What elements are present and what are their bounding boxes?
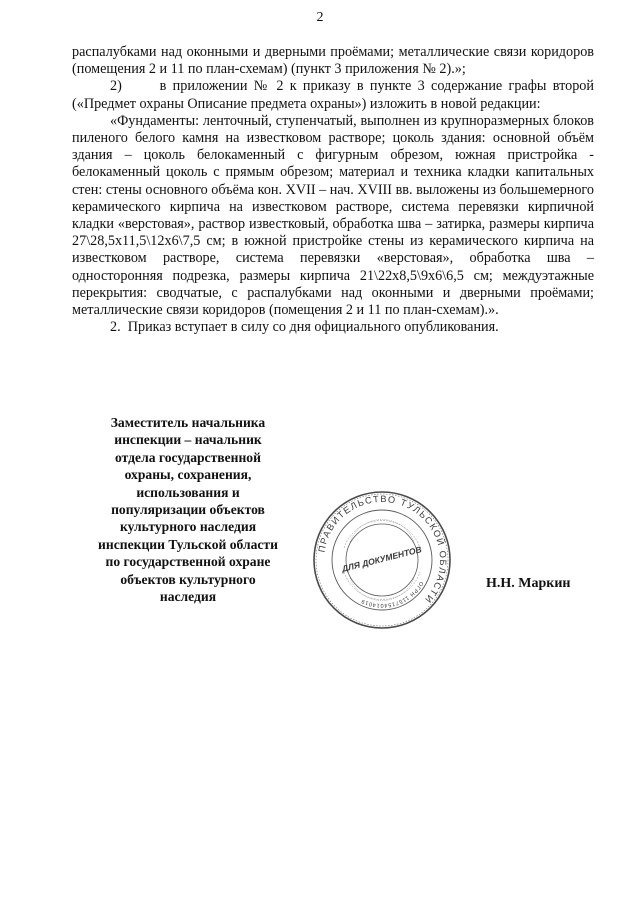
paragraph-effective-date: 2. Приказ вступает в силу со дня официального опубликования.: [110, 319, 499, 336]
position-line: отдела государственной: [115, 449, 261, 465]
seal-bottom-text: ОГРН 1157154014019: [360, 580, 425, 609]
official-seal-stamp: [310, 488, 454, 632]
seal-graphic: [310, 488, 454, 632]
paragraph-amendment-2: 2) в приложении № 2 к приказу в пункте 3 содержание графы второй («Предмет охраны Описание предмета охраны») изложить в новой редакции:: [72, 78, 594, 112]
position-line: объектов культурного: [120, 571, 256, 587]
position-line: Заместитель начальника: [110, 415, 266, 430]
position-line: по государственной охране: [105, 554, 271, 570]
signer-name: Н.Н. Маркин: [486, 576, 571, 591]
position-line: наследия: [159, 589, 217, 605]
position-line: популяризации объектов: [111, 502, 265, 518]
position-line: охраны, сохранения,: [124, 467, 252, 483]
signatory-position: [70, 414, 306, 605]
document-body: [72, 44, 594, 336]
position-line: культурного наследия: [119, 519, 257, 535]
position-line: использования и: [136, 484, 240, 500]
seal-outer-text: ПРАВИТЕЛЬСТВО ТУЛЬСКОЙ ОБЛАСТИ: [316, 493, 449, 606]
paragraph-continuation: распалубками над оконными и дверными проёмами; металлические связи коридоров (помещения 2 и 11 по план-схемам) (пункт 3 приложения № 2).»;: [72, 44, 594, 78]
page-number: 2: [316, 10, 324, 25]
position-line: инспекции Тульской области: [98, 536, 278, 552]
position-line: инспекции – начальник: [114, 432, 262, 448]
seal-center-text: ДЛЯ ДОКУМЕНТОВ: [340, 544, 423, 574]
paragraph-quoted-description: «Фундаменты: ленточный, ступенчатый, выполнен из крупноразмерных блоков пиленого белого камня на известковом растворе; цоколь здания: основной объём здания – цоколь белокаменный с фигурным обрезом, южная пристройка - белокаменный цоколь с прямым обрезом; материал и техника кладки капитальных стен: стены основного объёма кон. XVII – нач. XVIII вв. выложены из большемерного керамического кирпича на известковом растворе, система перевязки кирпичной кладки «верстовая», раствор известковый, обработка шва – затирка, размеры кирпича 27\28,5x11,5\12x6\7,5 см; в южной пристройке стены из керамического кирпича на известковом растворе, система перевязки «верстовая», обработка шва – односторонняя подрезка, размеры кирпича 21\22x8,5\9x6\6,5 см; междуэтажные перекрытия: сводчатые, с распалубками над оконными и дверными проёмами; металлические связи коридоров (помещения 2 и 11 по план-схемам).».: [72, 112, 594, 319]
